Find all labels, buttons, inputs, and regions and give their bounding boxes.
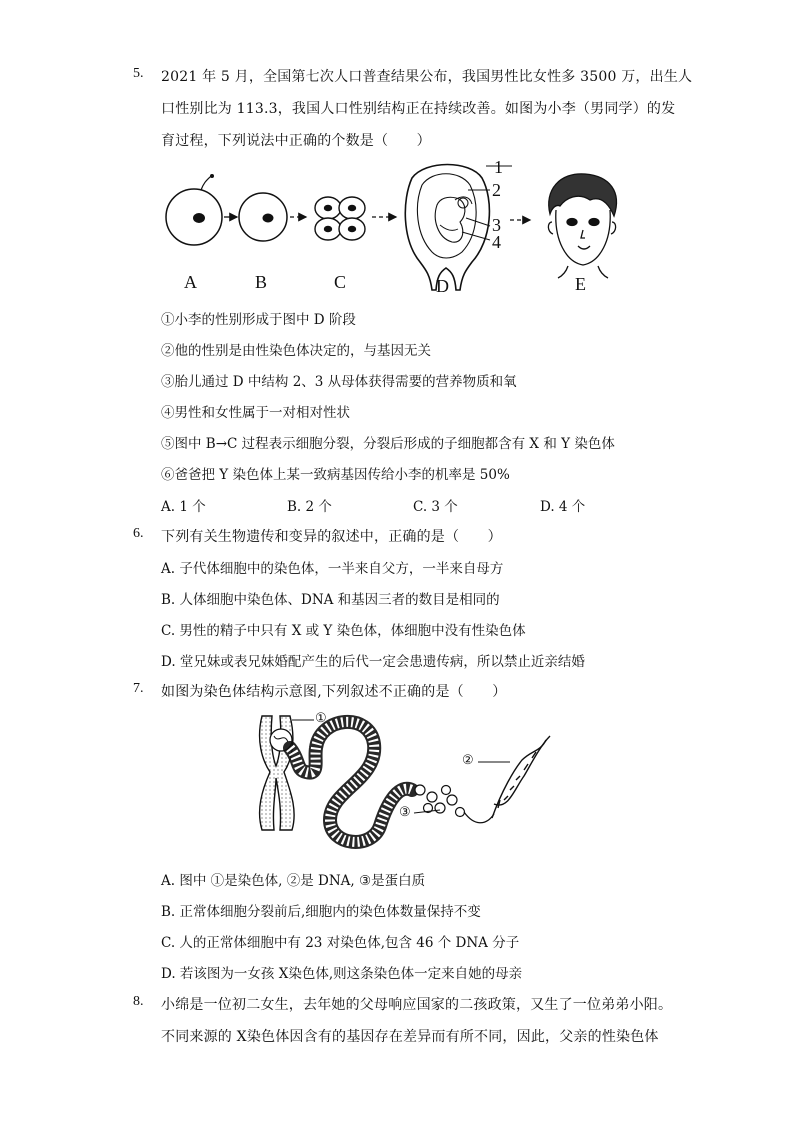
q5-statement-6: ⑥爸爸把 Y 染色体上某一致病基因传给小李的机率是 50% bbox=[161, 467, 510, 483]
structure-4-label: 4 bbox=[492, 232, 501, 252]
label-a: A bbox=[184, 272, 197, 292]
q5-stem-line2: 口性别比为 113.3，我国人口性别结构正在持续改善。如图为小李（男同学）的发 bbox=[161, 101, 676, 117]
structure-1-label: 1 bbox=[494, 157, 503, 177]
q5-statement-3: ③胎儿通过 D 中结构 2、3 从母体获得需要的营养物质和氧 bbox=[161, 374, 517, 390]
coiled-fiber-icon bbox=[290, 722, 412, 842]
label-d: D bbox=[436, 276, 449, 296]
q5-option-a[interactable]: A. 1 个 bbox=[161, 499, 206, 515]
q6-option-a[interactable]: A. 子代体细胞中的染色体，一半来自父方，一半来自母方 bbox=[161, 561, 504, 577]
marker-2: ② bbox=[462, 753, 474, 768]
q7-option-d[interactable]: D. 若该图为一女孩 X染色体,则这条染色体一定来自她的母亲 bbox=[161, 966, 523, 982]
label-b: B bbox=[255, 272, 268, 292]
q6-stem: 下列有关生物遗传和变异的叙述中，正确的是（ ） bbox=[161, 529, 502, 545]
marker-1: ① bbox=[315, 711, 327, 726]
q7-number: 7. bbox=[133, 681, 144, 696]
q6-option-c[interactable]: C. 男性的精子中只有 X 或 Y 染色体，体细胞中没有性染色体 bbox=[161, 623, 526, 639]
q5-option-c[interactable]: C. 3 个 bbox=[413, 499, 458, 515]
q5-statement-2: ②他的性别是由性染色体决定的，与基因无关 bbox=[161, 343, 431, 359]
structure-2-label: 2 bbox=[492, 180, 501, 200]
q5-statement-1: ①小李的性别形成于图中 D 阶段 bbox=[161, 312, 356, 328]
q5-statement-4: ④男性和女性属于一对相对性状 bbox=[161, 405, 350, 421]
q5-option-b[interactable]: B. 2 个 bbox=[287, 499, 332, 515]
q6-option-d[interactable]: D. 堂兄妹或表兄妹婚配产生的后代一定会患遗传病，所以禁止近亲结婚 bbox=[161, 654, 585, 670]
q5-statement-5: ⑤图中 B→C 过程表示细胞分裂，分裂后形成的子细胞都含有 X 和 Y 染色体 bbox=[161, 436, 615, 452]
q7-option-c[interactable]: C. 人的正常体细胞中有 23 对染色体,包含 46 个 DNA 分子 bbox=[161, 935, 520, 951]
marker-3: ③ bbox=[399, 805, 411, 820]
structure-3-label: 3 bbox=[492, 215, 501, 235]
q6-number: 6. bbox=[133, 526, 144, 541]
label-c: C bbox=[334, 272, 347, 292]
q8-stem-line2: 不同来源的 X染色体因含有的基因存在差异而有所不同，因此，父亲的性染色体 bbox=[161, 1029, 659, 1045]
q5-number: 5. bbox=[133, 66, 144, 81]
dna-helix-icon bbox=[492, 736, 550, 818]
q6-option-b[interactable]: B. 人体细胞中染色体、DNA 和基因三者的数目是相同的 bbox=[161, 592, 500, 608]
q5-stem-line1: 2021 年 5 月，全国第七次人口普查结果公布，我国男性比女性多 3500 万，出生人 bbox=[161, 69, 693, 85]
label-e: E bbox=[575, 274, 586, 294]
q7-option-b[interactable]: B. 正常体细胞分裂前后,细胞内的染色体数量保持不变 bbox=[161, 904, 481, 920]
q5-stem-line3: 育过程，下列说法中正确的个数是（ ） bbox=[161, 133, 431, 149]
q5-option-d[interactable]: D. 4 个 bbox=[540, 499, 586, 515]
q8-stem-line1: 小绵是一位初二女生，去年她的父母响应国家的二孩政策，又生了一位弟弟小阳。 bbox=[161, 997, 673, 1013]
q7-stem: 如图为染色体结构示意图,下列叙述不正确的是（ ） bbox=[161, 684, 507, 700]
q8-number: 8. bbox=[133, 994, 144, 1009]
q7-option-a[interactable]: A. 图中 ①是染色体, ②是 DNA, ③是蛋白质 bbox=[161, 873, 426, 889]
